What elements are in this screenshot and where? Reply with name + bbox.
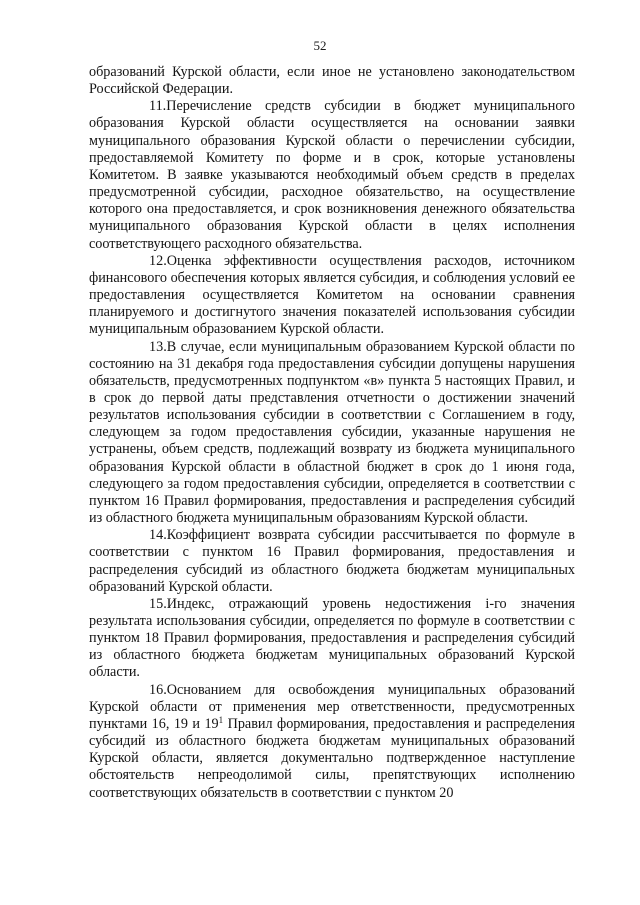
paragraph-text: В случае, если муниципальным образованием Курской области по состоянию на 31 декабря года предоставления субсидии допущены нарушения обязательств, предусмотренных подпунктом «в» пункта 5 настоящих Правил, и в срок до первой даты представления отчетности о достижении значений результатов использования субсидии в соответствии с Соглашением в году, следующем за годом предоставления субсидии, указанные нарушения не устранены, объем средств, подлежащий возврату из бюджета муниципального образования Курской области в областной бюджет в срок до 1 июня года, следующего за годом предоставления субсидии, определяется в соответствии с пунктом 16 Правил формирования, предоставления и распределения субсидий из областного бюджета муниципальным образованиям Курской области. xyxy=(89,338,575,527)
paragraph-number: 13. xyxy=(149,338,167,355)
paragraph-text: Перечисление средств субсидии в бюджет муниципального образования Курской области осуществляется на основании заявки муниципального образования Курской области о перечислении субсидии, предоставляемой Комитету по форме и в срок, которые установлены Комитетом. В заявке указываются необходимый объем средств в пределах предусмотренной субсидии, расходное обязательство, на осуществление которого она предоставляется, и срок возникновения денежного обязательства муниципального образования Курской области в целях исполнения соответствующего расходного обязательства. xyxy=(89,98,575,252)
paragraph-text-continued: Правил формирования, предоставления и распределения субсидий из областного бюджета бюджетам муниципальных образований Курской области, является документально подтвержденное наступление обстоятельств непреодолимой силы, препятствующих исполнению соответствующих обязательств в соответствии с пунктом 20 xyxy=(89,715,575,801)
page-number: 52 xyxy=(313,38,327,53)
paragraph-13 xyxy=(89,339,575,528)
paragraph-number: 15. xyxy=(149,595,167,612)
paragraph-11 xyxy=(89,98,575,252)
document-body xyxy=(89,64,575,802)
paragraph-number: 11. xyxy=(149,98,167,115)
paragraph-text: Оценка эффективности осуществления расходов, источником финансового обеспечения которых является субсидия, и соблюдения условий ее предоставления осуществляется Комитетом на основании сравнения планируемого и достигнутого значения показателей использования субсидии муниципальным образованием Курской области. xyxy=(89,252,575,338)
paragraph-text: Основанием для освобождения муниципальных образований Курской области от применения мер ответственности, предусмотренных пунктами 16, 19 и 19 xyxy=(89,681,575,732)
paragraph-continuation xyxy=(89,64,575,98)
paragraph-number: 14. xyxy=(149,527,167,544)
paragraph-15 xyxy=(89,596,575,682)
superscript-index: 1 xyxy=(218,714,224,725)
paragraph-text: образований Курской области, если иное не установлено законодательством Российской Федерации. xyxy=(89,64,575,98)
paragraph-16 xyxy=(89,682,575,802)
paragraph-text: Коэффициент возврата субсидии рассчитывается по формуле в соответствии с пунктом 16 Правил формирования, предоставления и распределения субсидий из областного бюджета бюджетам муниципальных образований Курской области. xyxy=(89,527,575,595)
paragraph-number: 12. xyxy=(149,252,167,269)
paragraph-12 xyxy=(89,253,575,339)
paragraph-text: Индекс, отражающий уровень недостижения i-го значения результата использования субсидии, определяется по формуле в соответствии с пунктом 18 Правил формирования, предоставления и распределения субсидий из областного бюджета бюджетам муниципальных образований Курской области. xyxy=(89,595,575,681)
paragraph-number: 16. xyxy=(149,681,167,698)
paragraph-14 xyxy=(89,527,575,596)
